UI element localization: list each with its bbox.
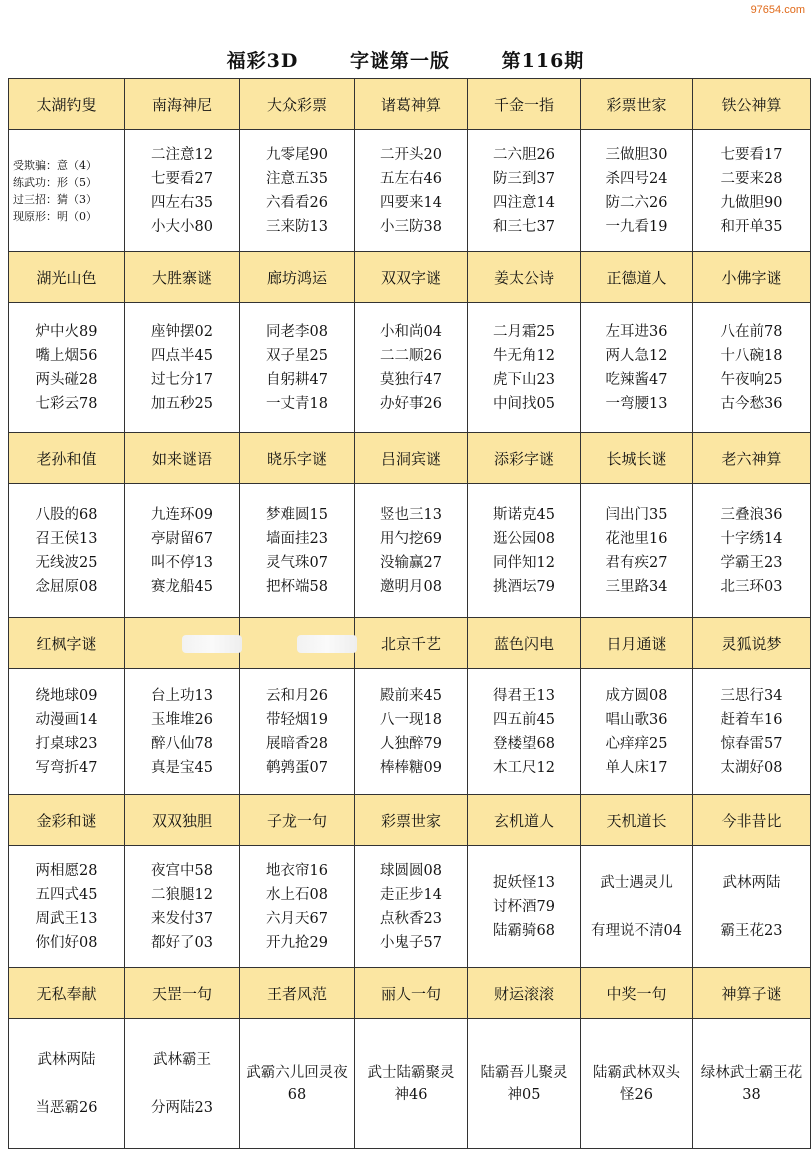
riddle-cell — [125, 846, 240, 968]
riddle-line: 九连环09 — [151, 506, 213, 523]
riddle-line: 炉中火89 — [35, 323, 98, 340]
riddle-cell — [693, 846, 811, 968]
riddle-cell — [355, 669, 468, 795]
riddle-cell — [581, 130, 693, 252]
column-header: 蓝色闪电 — [468, 618, 581, 669]
riddle-line: 动漫画14 — [35, 711, 98, 728]
riddle-line: 陆霸骑68 — [493, 922, 555, 939]
riddle-line: 球圆圆08 — [380, 862, 442, 879]
riddle-line: 陆霸武林双头怪26 — [593, 1064, 680, 1103]
riddle-line: 闫出门35 — [605, 506, 668, 523]
riddle-line: 北三环03 — [720, 578, 783, 595]
riddle-cell — [693, 130, 811, 252]
riddle-line: 绕地球09 — [35, 687, 98, 704]
obscured-header — [297, 635, 357, 653]
riddle-cell — [355, 303, 468, 433]
riddle-cell — [693, 303, 811, 433]
riddle-line: 莫独行47 — [380, 371, 442, 388]
riddle-line: 夜宫中58 — [151, 862, 213, 879]
column-header: 太湖钓叟 — [9, 79, 125, 130]
column-header: 老孙和值 — [9, 433, 125, 484]
riddle-line: 一弯腰13 — [605, 395, 668, 412]
riddle-cell — [468, 303, 581, 433]
riddle-cell — [468, 1019, 581, 1149]
riddle-line: 六看看26 — [266, 194, 328, 211]
riddle-cell — [468, 846, 581, 968]
riddle-line: 讨杯酒79 — [493, 898, 555, 915]
riddle-line: 棒棒糖09 — [380, 759, 442, 776]
column-header: 双双字谜 — [355, 252, 468, 303]
riddle-line: 武士陆霸聚灵神46 — [367, 1064, 455, 1103]
riddle-line: 梦难圆15 — [266, 506, 328, 523]
header-row — [9, 968, 811, 1019]
riddle-line: 古今愁36 — [720, 395, 783, 412]
riddle-cell — [581, 1019, 693, 1149]
riddle-line: 真是宝45 — [151, 759, 213, 776]
riddle-row — [9, 303, 811, 433]
riddle-line: 水上石08 — [266, 886, 328, 903]
riddle-line: 过七分17 — [151, 371, 213, 388]
riddle-line: 展暗香28 — [266, 735, 328, 752]
header-row — [9, 252, 811, 303]
riddle-line: 二月霜25 — [493, 323, 555, 340]
riddle-line: 二要来28 — [720, 170, 783, 187]
riddle-line: 写弯折47 — [35, 759, 98, 776]
page-title — [0, 46, 811, 73]
riddle-line: 办好事26 — [380, 395, 442, 412]
watermark: 97654.com — [750, 4, 805, 16]
riddle-line: 午夜响25 — [720, 371, 783, 388]
riddle-line: 玉堆堆26 — [151, 711, 213, 728]
riddle-line: 二注意12 — [151, 146, 213, 163]
riddle-line: 惊春雷57 — [720, 735, 783, 752]
riddle-line: 打桌球23 — [35, 735, 98, 752]
column-header — [125, 618, 240, 669]
riddle-row — [9, 130, 811, 252]
riddle-line: 四要来14 — [380, 194, 442, 211]
riddle-line: 二二顺26 — [380, 347, 442, 364]
riddle-line: 周武王13 — [35, 910, 98, 927]
riddle-line: 三来防13 — [266, 218, 328, 235]
riddle-line: 一丈青18 — [266, 395, 328, 412]
riddle-row — [9, 669, 811, 795]
riddle-line: 武士遇灵儿 — [600, 874, 673, 891]
column-header: 如来谜语 — [125, 433, 240, 484]
riddle-line: 醉八仙78 — [151, 735, 213, 752]
riddle-cell — [468, 669, 581, 795]
riddle-cell — [693, 669, 811, 795]
riddle-line: 七彩云78 — [35, 395, 98, 412]
riddle-cell — [9, 303, 125, 433]
riddle-line: 双子星25 — [266, 347, 328, 364]
column-header: 红枫字谜 — [9, 618, 125, 669]
riddle-row — [9, 484, 811, 618]
riddle-line: 九零尾90 — [266, 146, 328, 163]
column-header: 日月通谜 — [581, 618, 693, 669]
riddle-line: 武林霸王 — [153, 1051, 211, 1068]
column-header: 湖光山色 — [9, 252, 125, 303]
column-header: 无私奉献 — [9, 968, 125, 1019]
riddle-cell — [9, 846, 125, 968]
column-header: 诸葛神算 — [355, 79, 468, 130]
riddle-line: 和开单35 — [720, 218, 783, 235]
riddle-line: 绿林武士霸王花38 — [700, 1064, 803, 1103]
riddle-line: 赶着车16 — [720, 711, 783, 728]
riddle-line: 二开头20 — [380, 146, 442, 163]
riddle-cell — [125, 130, 240, 252]
riddle-line: 叫不停13 — [151, 554, 213, 571]
riddle-line: 灵气珠07 — [266, 554, 328, 571]
riddle-line: 木工尺12 — [493, 759, 555, 776]
riddle-line: 三叠浪36 — [720, 506, 783, 523]
riddle-line: 虎下山23 — [493, 371, 555, 388]
riddle-line: 小三防38 — [380, 218, 442, 235]
riddle-line: 注意五35 — [266, 170, 328, 187]
riddle-cell — [355, 1019, 468, 1149]
title-lottery: 福彩3D — [226, 50, 299, 72]
riddle-line: 分两陆23 — [151, 1099, 213, 1116]
column-header: 吕洞宾谜 — [355, 433, 468, 484]
column-header: 财运滚滚 — [468, 968, 581, 1019]
riddle-line: 霸王花23 — [720, 922, 783, 939]
riddle-line: 台上功13 — [151, 687, 213, 704]
riddle-line: 座钟摆02 — [151, 323, 213, 340]
riddle-line: 心痒痒25 — [605, 735, 668, 752]
riddle-line: 两人急12 — [605, 347, 668, 364]
riddle-line: 学霸王23 — [720, 554, 783, 571]
riddle-line: 武霸六儿回灵夜68 — [246, 1064, 348, 1103]
riddle-cell — [9, 484, 125, 618]
riddle-line: 防三到37 — [493, 170, 555, 187]
column-header: 廊坊鸿运 — [240, 252, 355, 303]
riddle-line: 竖也三13 — [380, 506, 442, 523]
riddle-line: 无线波25 — [35, 554, 98, 571]
riddle-cell — [240, 846, 355, 968]
riddle-line: 点秋香23 — [380, 910, 442, 927]
column-header: 大胜寨谜 — [125, 252, 240, 303]
riddle-line: 五左右46 — [380, 170, 442, 187]
riddle-line: 君有疾27 — [605, 554, 668, 571]
legend-line: 练武功：形（5） — [13, 175, 97, 189]
riddle-line: 十八碗18 — [720, 347, 783, 364]
riddle-line: 都好了03 — [151, 934, 213, 951]
riddle-line: 花池里16 — [605, 530, 668, 547]
column-header: 姜太公诗 — [468, 252, 581, 303]
riddle-cell — [468, 130, 581, 252]
riddle-cell — [693, 484, 811, 618]
riddle-line: 同伴知12 — [493, 554, 555, 571]
riddle-line: 成方圆08 — [605, 687, 668, 704]
riddle-line: 云和月26 — [266, 687, 328, 704]
riddle-cell — [355, 846, 468, 968]
riddle-line: 四五前45 — [493, 711, 555, 728]
riddle-line: 四注意14 — [493, 194, 555, 211]
column-header: 彩票世家 — [581, 79, 693, 130]
riddle-line: 捉妖怪13 — [493, 874, 555, 891]
riddle-line: 殿前来45 — [380, 687, 442, 704]
column-header: 天罡一句 — [125, 968, 240, 1019]
riddle-cell — [240, 130, 355, 252]
column-header: 南海神尼 — [125, 79, 240, 130]
riddle-line: 小大小80 — [151, 218, 213, 235]
column-header: 双双独胆 — [125, 795, 240, 846]
riddle-line: 武林两陆 — [37, 1051, 96, 1068]
riddle-line: 九做胆90 — [720, 194, 783, 211]
riddle-cell — [9, 1019, 125, 1149]
column-header: 晓乐字谜 — [240, 433, 355, 484]
riddle-line: 三做胆30 — [605, 146, 668, 163]
riddle-line: 来发付37 — [151, 910, 213, 927]
legend-line: 受欺骗：意（4） — [13, 158, 97, 172]
riddle-line: 单人床17 — [605, 759, 668, 776]
riddle-line: 二狼腿12 — [151, 886, 213, 903]
column-header: 正德道人 — [581, 252, 693, 303]
riddle-cell — [125, 669, 240, 795]
riddle-cell — [581, 846, 693, 968]
riddle-cell — [240, 303, 355, 433]
riddle-line: 四点半45 — [151, 347, 213, 364]
riddle-line: 人独醉79 — [380, 735, 442, 752]
riddle-cell — [125, 484, 240, 618]
column-header: 添彩字谜 — [468, 433, 581, 484]
riddle-line: 带轻烟19 — [266, 711, 328, 728]
riddle-line: 六月天67 — [266, 910, 328, 927]
column-header — [240, 618, 355, 669]
riddle-line: 牛无角12 — [493, 347, 555, 364]
title-issue: 第116期 — [501, 50, 585, 72]
column-header: 老六神算 — [693, 433, 811, 484]
riddle-row — [9, 846, 811, 968]
riddle-line: 武林两陆 — [722, 874, 781, 891]
riddle-line: 中间找05 — [493, 395, 555, 412]
column-header: 丽人一句 — [355, 968, 468, 1019]
column-header: 北京千艺 — [355, 618, 468, 669]
column-header: 王者风范 — [240, 968, 355, 1019]
riddle-line: 杀四号24 — [605, 170, 668, 187]
riddle-line: 鹌鹑蛋07 — [266, 759, 328, 776]
riddle-line: 邀明月08 — [380, 578, 442, 595]
riddle-row — [9, 1019, 811, 1149]
column-header: 玄机道人 — [468, 795, 581, 846]
riddle-table — [8, 78, 811, 1149]
riddle-line: 防二六26 — [605, 194, 668, 211]
riddle-line: 七要看17 — [720, 146, 783, 163]
riddle-cell — [581, 669, 693, 795]
riddle-cell — [125, 1019, 240, 1149]
riddle-cell — [9, 130, 125, 252]
column-header: 铁公神算 — [693, 79, 811, 130]
legend-line: 现原形：明（0） — [13, 209, 97, 223]
header-row — [9, 79, 811, 130]
riddle-line: 你们好08 — [35, 934, 98, 951]
title-edition: 字谜第一版 — [350, 50, 451, 72]
riddle-line: 两相愿28 — [35, 862, 98, 879]
riddle-line: 七要看27 — [151, 170, 213, 187]
riddle-line: 加五秒25 — [151, 395, 213, 412]
riddle-line: 挑酒坛79 — [493, 578, 555, 595]
header-row — [9, 618, 811, 669]
riddle-line: 登楼望68 — [493, 735, 555, 752]
riddle-cell — [9, 669, 125, 795]
column-header: 长城长谜 — [581, 433, 693, 484]
column-header: 金彩和谜 — [9, 795, 125, 846]
header-row — [9, 433, 811, 484]
column-header: 千金一指 — [468, 79, 581, 130]
riddle-line: 三思行34 — [720, 687, 783, 704]
column-header: 彩票世家 — [355, 795, 468, 846]
riddle-line: 三里路34 — [605, 578, 668, 595]
riddle-cell — [240, 1019, 355, 1149]
riddle-line: 墙面挂23 — [266, 530, 328, 547]
riddle-line: 二六胆26 — [493, 146, 555, 163]
riddle-line: 亭尉留67 — [151, 530, 213, 547]
column-header: 神算子谜 — [693, 968, 811, 1019]
riddle-line: 陆霸吾儿聚灵神05 — [480, 1064, 568, 1103]
riddle-line: 五四式45 — [35, 886, 98, 903]
riddle-line: 八一现18 — [380, 711, 442, 728]
riddle-line: 当恶霸26 — [35, 1099, 98, 1116]
riddle-line: 有理说不清04 — [591, 922, 682, 939]
riddle-line: 同老李08 — [266, 323, 328, 340]
riddle-cell — [355, 484, 468, 618]
riddle-line: 逛公园08 — [493, 530, 555, 547]
column-header: 灵狐说梦 — [693, 618, 811, 669]
riddle-line: 两头碰28 — [35, 371, 98, 388]
riddle-line: 自躬耕47 — [266, 371, 328, 388]
obscured-header — [182, 635, 242, 653]
riddle-line: 小鬼子57 — [380, 934, 442, 951]
riddle-cell — [693, 1019, 811, 1149]
riddle-line: 唱山歌36 — [605, 711, 668, 728]
riddle-cell — [581, 303, 693, 433]
riddle-line: 八在前78 — [720, 323, 783, 340]
riddle-line: 一九看19 — [605, 218, 668, 235]
header-row — [9, 795, 811, 846]
riddle-line: 念屈原08 — [35, 578, 98, 595]
riddle-line: 左耳进36 — [605, 323, 668, 340]
riddle-line: 太湖好08 — [720, 759, 783, 776]
column-header: 中奖一句 — [581, 968, 693, 1019]
riddle-line: 把杯端58 — [266, 578, 328, 595]
riddle-cell — [355, 130, 468, 252]
column-header: 子龙一句 — [240, 795, 355, 846]
riddle-cell — [240, 669, 355, 795]
column-header: 小佛字谜 — [693, 252, 811, 303]
riddle-line: 吃辣酱47 — [605, 371, 668, 388]
riddle-line: 十字绣14 — [720, 530, 783, 547]
riddle-line: 嘴上烟56 — [35, 347, 98, 364]
legend — [9, 157, 124, 225]
riddle-line: 走正步14 — [380, 886, 442, 903]
column-header: 大众彩票 — [240, 79, 355, 130]
riddle-line: 地衣帘16 — [266, 862, 328, 879]
riddle-line: 召王侯13 — [35, 530, 98, 547]
riddle-line: 小和尚04 — [380, 323, 442, 340]
riddle-cell — [240, 484, 355, 618]
riddle-line: 四左右35 — [151, 194, 213, 211]
column-header: 今非昔比 — [693, 795, 811, 846]
riddle-cell — [581, 484, 693, 618]
riddle-line: 斯诺克45 — [493, 506, 555, 523]
legend-line: 过三招：猜（3） — [13, 192, 97, 206]
column-header: 天机道长 — [581, 795, 693, 846]
riddle-line: 和三七37 — [493, 218, 555, 235]
riddle-line: 开九抢29 — [266, 934, 328, 951]
riddle-line: 没输赢27 — [380, 554, 442, 571]
riddle-line: 赛龙船45 — [151, 578, 213, 595]
riddle-line: 用勺挖69 — [380, 530, 442, 547]
riddle-cell — [125, 303, 240, 433]
riddle-cell — [468, 484, 581, 618]
riddle-line: 八股的68 — [35, 506, 98, 523]
riddle-line: 得君王13 — [493, 687, 555, 704]
